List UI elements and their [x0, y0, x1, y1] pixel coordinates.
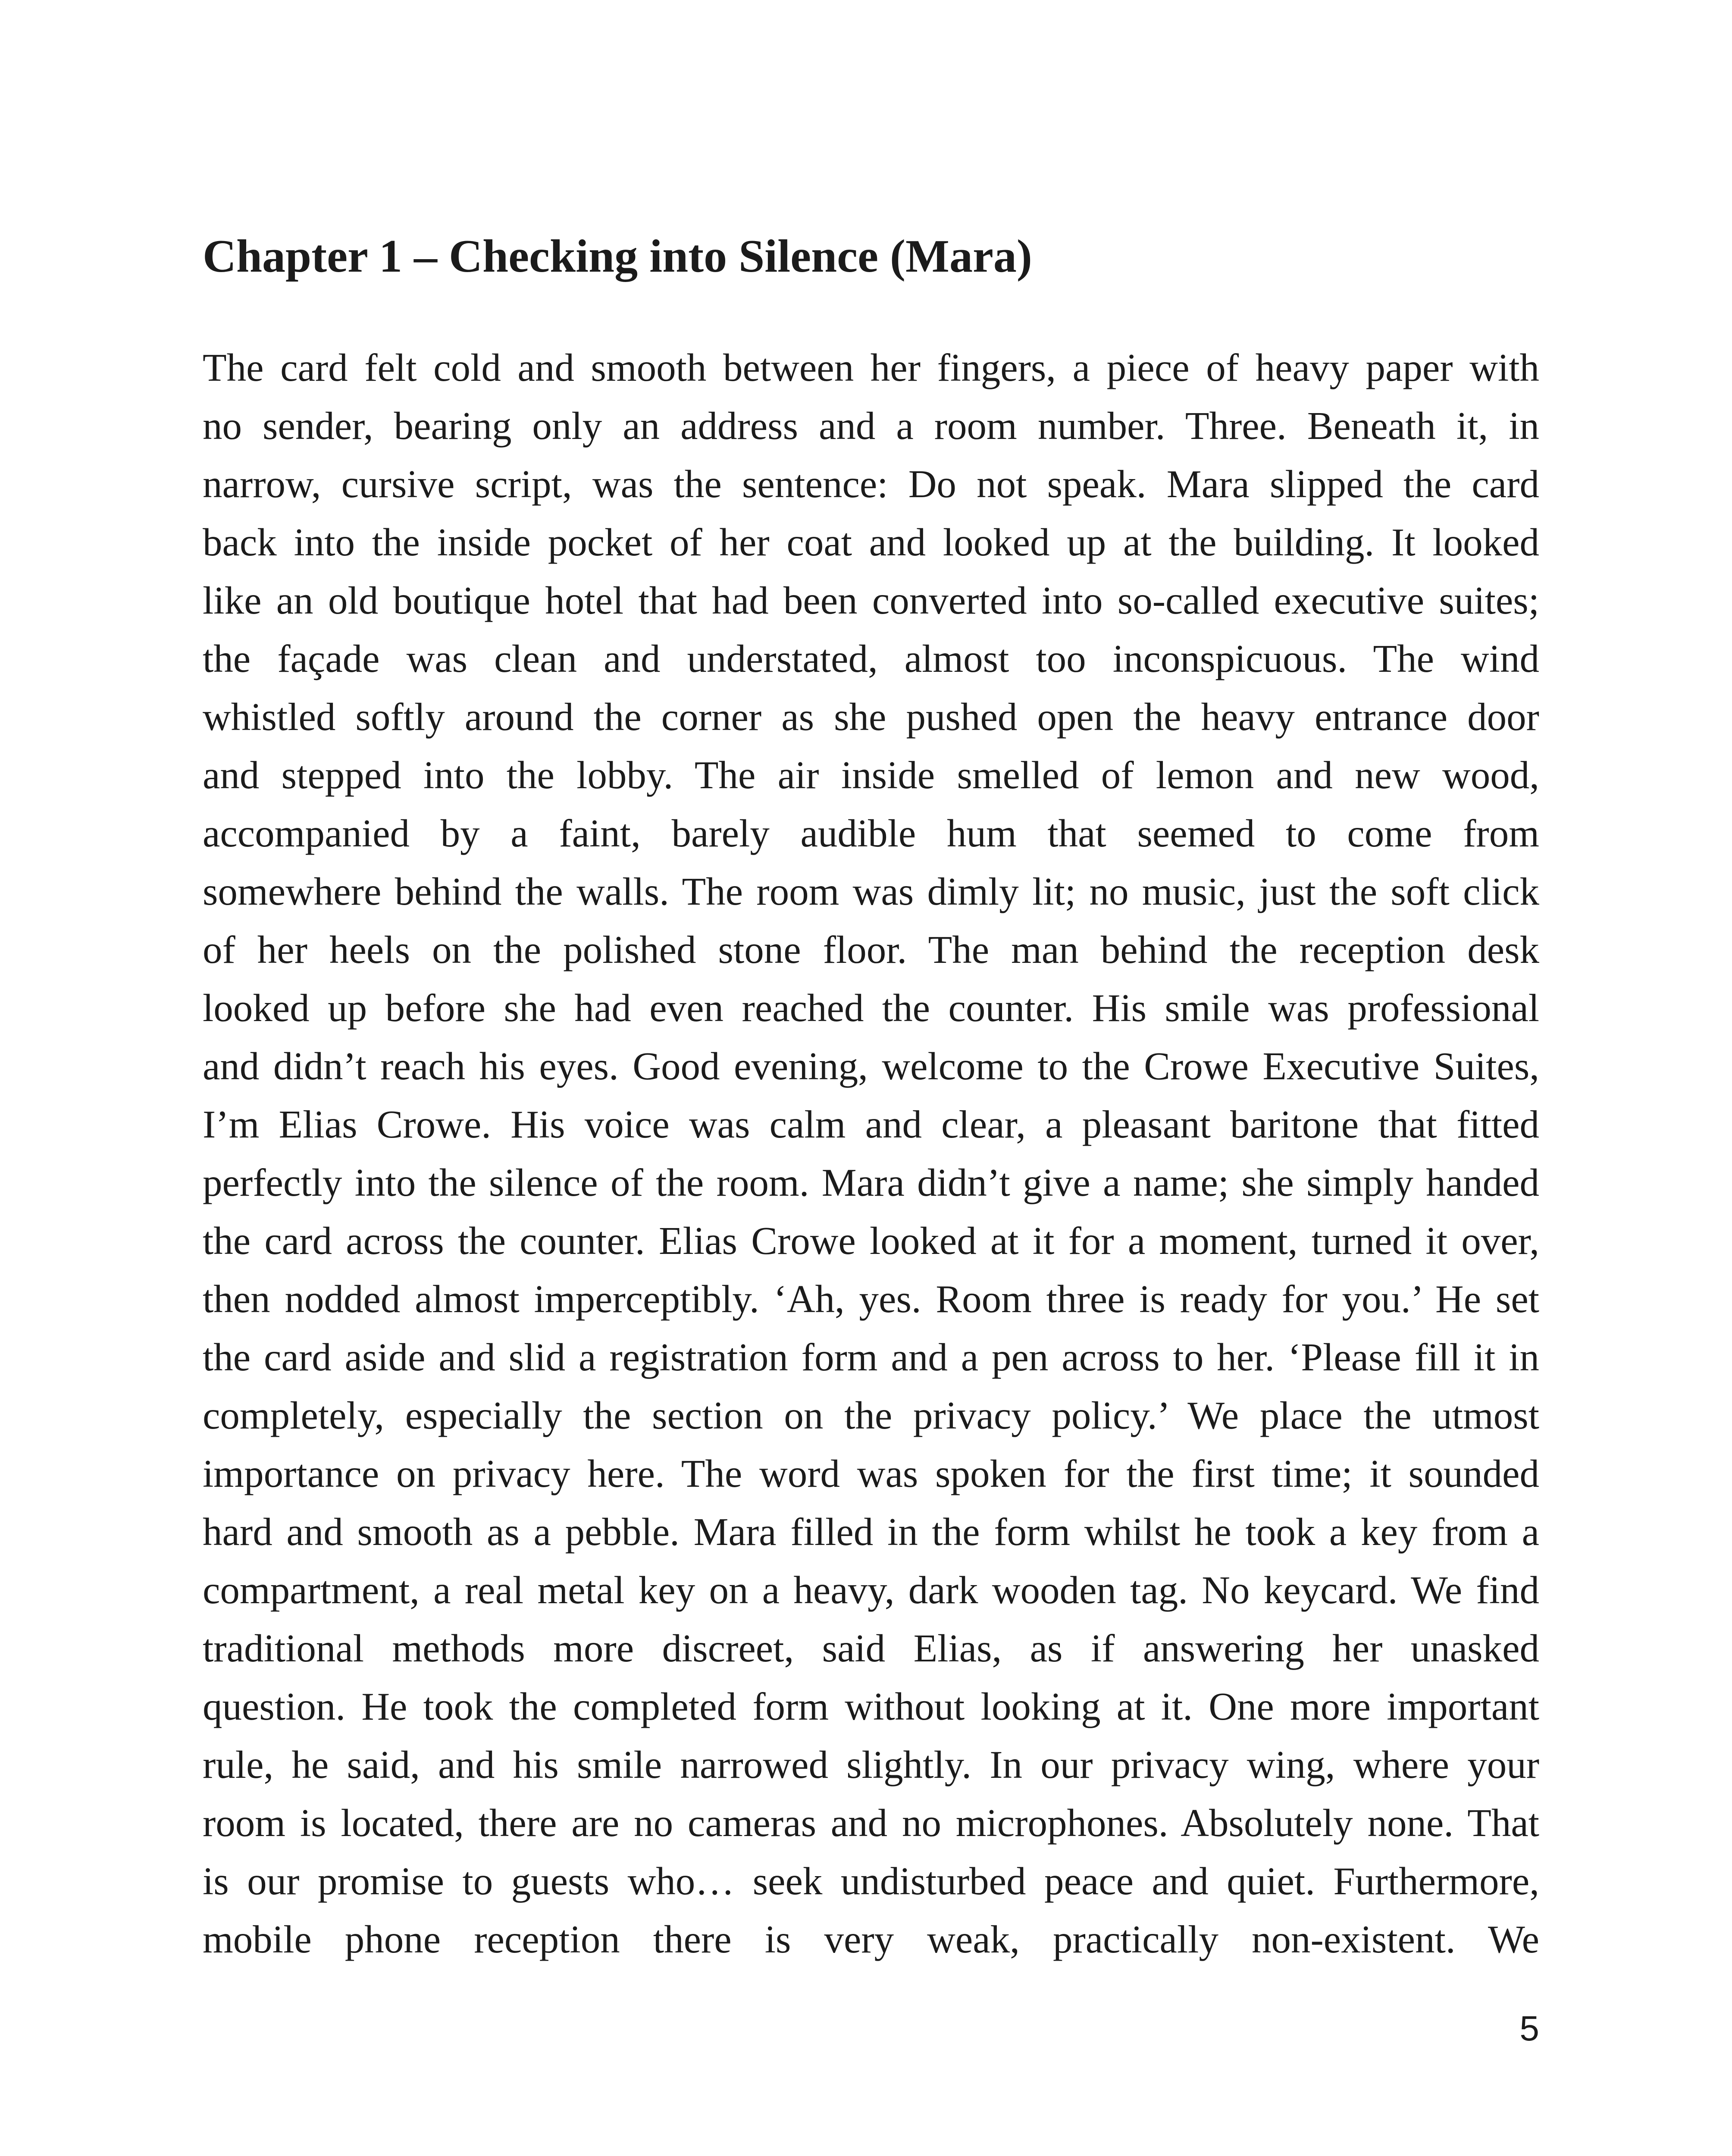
text-line: the card aside and slid a registration form and a pen across to her. ‘Please fill it in	[203, 1335, 1539, 1379]
text-line: the façade was clean and understated, almost too inconspicuous. The wind	[203, 637, 1539, 680]
text-line: narrow, cursive script, was the sentence: Do not speak. Mara slipped the card	[203, 462, 1539, 506]
text-line: looked up before she had even reached the counter. His smile was professional	[203, 986, 1539, 1030]
text-line: compartment, a real metal key on a heavy, dark wooden tag. No keycard. We find	[203, 1568, 1539, 1612]
text-line: whistled softly around the corner as she pushed open the heavy entrance door	[203, 695, 1539, 739]
text-line: then nodded almost imperceptibly. ‘Ah, yes. Room three is ready for you.’ He set	[203, 1277, 1539, 1321]
text-line: The card felt cold and smooth between her fingers, a piece of heavy paper with	[203, 346, 1539, 389]
text-line: no sender, bearing only an address and a room number. Three. Beneath it, in	[203, 404, 1539, 448]
text-line: mobile phone reception there is very weak, practically non-existent. We	[203, 1918, 1539, 1961]
text-line: room is located, there are no cameras and no microphones. Absolutely none. That	[203, 1801, 1539, 1845]
text-line: I’m Elias Crowe. His voice was calm and clear, a pleasant baritone that fitted	[203, 1103, 1539, 1146]
text-line: back into the inside pocket of her coat and looked up at the building. It looked	[203, 520, 1539, 564]
text-line: and didn’t reach his eyes. Good evening, welcome to the Crowe Executive Suites,	[203, 1044, 1539, 1088]
text-line: of her heels on the polished stone floor. The man behind the reception desk	[203, 928, 1539, 971]
page-number: 5	[1519, 2009, 1539, 2048]
text-line: importance on privacy here. The word was spoken for the first time; it sounded	[203, 1452, 1539, 1495]
text-line: is our promise to guests who… seek undisturbed peace and quiet. Furthermore,	[203, 1859, 1539, 1903]
text-line: question. He took the completed form without looking at it. One more important	[203, 1685, 1539, 1728]
body-paragraph	[203, 338, 1539, 1968]
text-line: somewhere behind the walls. The room was dimly lit; no music, just the soft click	[203, 870, 1539, 913]
text-line: and stepped into the lobby. The air inside smelled of lemon and new wood,	[203, 753, 1539, 797]
text-line: completely, especially the section on the privacy policy.’ We place the utmost	[203, 1394, 1539, 1437]
chapter-title: Chapter 1 – Checking into Silence (Mara)	[203, 231, 1032, 282]
text-line: like an old boutique hotel that had been converted into so-called executive suites;	[203, 579, 1539, 622]
text-line: rule, he said, and his smile narrowed slightly. In our privacy wing, where your	[203, 1743, 1539, 1786]
text-line: traditional methods more discreet, said Elias, as if answering her unasked	[203, 1626, 1539, 1670]
text-line: the card across the counter. Elias Crowe looked at it for a moment, turned it over,	[203, 1219, 1539, 1263]
text-line: hard and smooth as a pebble. Mara filled in the form whilst he took a key from a	[203, 1510, 1539, 1554]
text-line: perfectly into the silence of the room. Mara didn’t give a name; she simply handed	[203, 1161, 1539, 1204]
text-line: accompanied by a faint, barely audible hum that seemed to come from	[203, 812, 1539, 855]
